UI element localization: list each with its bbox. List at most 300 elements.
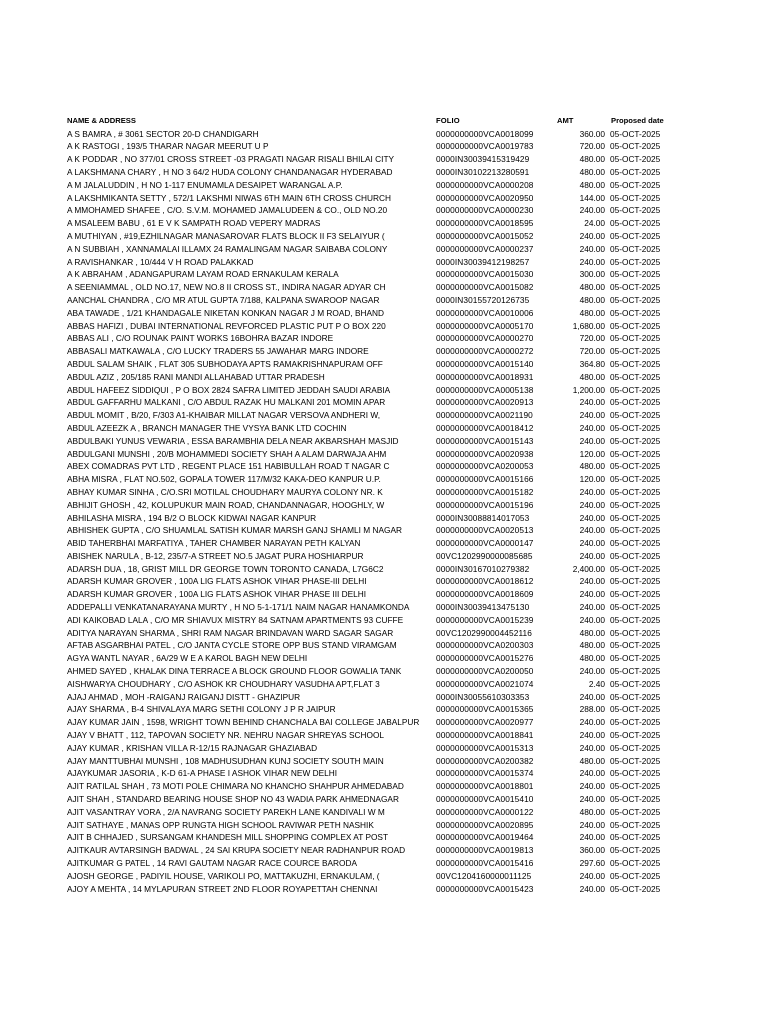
folio-cell: 00VC1202990000085685 [436,550,533,561]
amount-cell: 720.00 [579,346,605,357]
amount-cell: 240.00 [579,486,605,497]
folio-cell: 0000000000VCA0018609 [436,589,534,600]
name-address-cell: ADARSH KUMAR GROVER , 100A LIG FLATS ASHOK VIHAR PHASE-III DELHI [67,576,367,587]
folio-cell: 0000000000VCA0018841 [436,730,534,741]
amount-cell: 480.00 [579,294,605,305]
amount-cell: 480.00 [579,755,605,766]
table-row [67,857,677,870]
folio-cell: 0000000000VCA0015182 [436,486,534,497]
table-row [67,384,677,397]
proposed-date-cell: 05-OCT-2025 [610,845,661,856]
amount-cell: 240.00 [579,243,605,254]
name-address-cell: AFTAB ASGARBHAI PATEL , C/O JANTA CYCLE STORE OPP BUS STAND VIRAMGAM [67,640,397,651]
proposed-date-cell: 05-OCT-2025 [610,794,661,805]
table-row [67,179,677,192]
proposed-date-cell: 05-OCT-2025 [610,320,661,331]
amount-cell: 240.00 [579,768,605,779]
proposed-date-cell: 05-OCT-2025 [610,717,661,728]
folio-cell: 0000000000VCA0015052 [436,230,534,241]
folio-cell: 0000000000VCA0200050 [436,666,534,677]
amount-cell: 240.00 [579,589,605,600]
proposed-date-cell: 05-OCT-2025 [610,256,661,267]
folio-cell: 0000000000VCA0021074 [436,678,534,689]
table-row [67,883,677,896]
amount-cell: 240.00 [579,205,605,216]
name-address-cell: ABISHEK NARULA , B-12, 235/7-A STREET NO.5 JAGAT PURA HOSHIARPUR [67,550,364,561]
amount-cell: 480.00 [579,640,605,651]
proposed-date-cell: 05-OCT-2025 [610,614,661,625]
amount-cell: 240.00 [579,550,605,561]
folio-cell: 0000000000VCA0018612 [436,576,534,587]
amount-cell: 1,200.00 [572,384,605,395]
folio-cell: 0000000000VCA0005138 [436,384,534,395]
proposed-date-cell: 05-OCT-2025 [610,435,661,446]
folio-cell: 0000000000VCA0015374 [436,768,534,779]
name-address-cell: AISHWARYA CHOUDHARY , C/O ASHOK KR CHOUDHARY VASUDHA APT,FLAT 3 [67,678,380,689]
table-row [67,537,677,550]
table-row [67,396,677,409]
folio-cell: 0000IN30088814017053 [436,512,530,523]
table-row [67,665,677,678]
name-address-cell: A MMOHAMED SHAFEE , C/O. S.V.M. MOHAMED JAMALUDEEN & CO., OLD NO.20 [67,205,388,216]
amount-cell: 480.00 [579,154,605,165]
proposed-date-cell: 05-OCT-2025 [610,384,661,395]
name-address-cell: ABBASALI MATKAWALA , C/O LUCKY TRADERS 55 JAWAHAR MARG INDORE [67,346,369,357]
name-address-cell: AJITKAUR AVTARSINGH BADWAL , 24 SAI KRUPA SOCIETY NEAR RADHANPUR ROAD [67,845,406,856]
folio-cell: 0000000000VCA0000208 [436,179,534,190]
name-address-cell: ABDULGANI MUNSHI , 20/B MOHAMMEDI SOCIETY SHAH A ALAM DARWAJA AHM [67,448,387,459]
folio-cell: 0000000000VCA0015423 [436,883,534,894]
name-address-cell: ADDEPALLI VENKATANARAYANA MURTY , H NO 5-1-171/1 NAIM NAGAR HANAMKONDA [67,602,410,613]
proposed-date-cell: 05-OCT-2025 [610,269,661,280]
proposed-date-cell: 05-OCT-2025 [610,448,661,459]
name-address-cell: AJIT RATILAL SHAH , 73 MOTI POLE CHIMARA NO KHANCHO SHAHPUR AHMEDABAD [67,781,404,792]
table-row [67,473,677,486]
name-address-cell: ABDULBAKI YUNUS VEWARIA , ESSA BARAMBHIA DELA NEAR AKBARSHAH MASJID [67,435,399,446]
amount-cell: 240.00 [579,666,605,677]
table-row [67,844,677,857]
table-row [67,140,677,153]
table-row [67,780,677,793]
proposed-date-cell: 05-OCT-2025 [610,832,661,843]
amount-cell: 240.00 [579,422,605,433]
table-row [67,217,677,230]
table-row [67,806,677,819]
folio-cell: 0000000000VCA0015410 [436,794,534,805]
folio-cell: 0000000000VCA0019813 [436,845,534,856]
proposed-date-cell: 05-OCT-2025 [610,294,661,305]
table-row [67,486,677,499]
folio-cell: 0000000000VCA0015276 [436,653,534,664]
amount-cell: 240.00 [579,538,605,549]
name-address-cell: AANCHAL CHANDRA , C/O MR ATUL GUPTA 7/188, KALPANA SWAROOP NAGAR [67,294,380,305]
folio-cell: 0000000000VCA0018595 [436,218,534,229]
folio-cell: 0000000000VCA0000122 [436,806,534,817]
folio-cell: 0000IN30102213280591 [436,166,530,177]
amount-cell: 240.00 [579,576,605,587]
proposed-date-cell: 05-OCT-2025 [610,563,661,574]
table-row [67,742,677,755]
name-address-cell: AJAY V BHATT , 112, TAPOVAN SOCIETY NR. NEHRU NAGAR SHREYAS SCHOOL [67,730,385,741]
folio-cell: 0000000000VCA0015143 [436,435,534,446]
table-row [67,691,677,704]
name-address-cell: ADARSH KUMAR GROVER , 100A LIG FLATS ASHOK VIHAR PHASE III DELHI [67,589,367,600]
amount-cell: 2,400.00 [572,563,605,574]
proposed-date-cell: 05-OCT-2025 [610,678,661,689]
name-address-cell: ABEX COMADRAS PVT LTD , REGENT PLACE 151 HABIBULLAH ROAD T NAGAR C [67,461,390,472]
amount-cell: 480.00 [579,653,605,664]
amount-cell: 480.00 [579,282,605,293]
name-address-cell: AJIT SHAH , STANDARD BEARING HOUSE SHOP NO 43 WADIA PARK AHMEDNAGAR [67,794,399,805]
table-row [67,268,677,281]
folio-cell: 0000000000VCA0005170 [436,320,534,331]
name-address-cell: A S BAMRA , # 3061 SECTOR 20-D CHANDIGARH [67,128,259,139]
amount-cell: 480.00 [579,371,605,382]
name-address-cell: A LAKSHMANA CHARY , H NO 3 64/2 HUDA COLONY CHANDANAGAR HYDERABAD [67,166,393,177]
folio-cell: 0000000000VCA0000147 [436,538,534,549]
table-row [67,409,677,422]
folio-cell: 0000000000VCA0020977 [436,717,534,728]
name-address-cell: AJIT B CHHAJED , SURSANGAM KHANDESH MILL SHOPPING COMPLEX AT POST [67,832,389,843]
proposed-date-cell: 05-OCT-2025 [610,422,661,433]
name-address-cell: A M JALALUDDIN , H NO 1-117 ENUMAMLA DESAIPET WARANGAL A.P. [67,179,343,190]
amount-cell: 288.00 [579,704,605,715]
proposed-date-cell: 05-OCT-2025 [610,205,661,216]
name-address-cell: ABHA MISRA , FLAT NO.502, GOPALA TOWER 117/M/32 KAKA-DEO KANPUR U.P. [67,474,381,485]
amount-cell: 240.00 [579,435,605,446]
table-row [67,448,677,461]
table-row [67,588,677,601]
name-address-cell: ABA TAWADE , 1/21 KHANDAGALE NIKETAN KONKAN NAGAR J M ROAD, BHAND [67,307,385,318]
name-address-cell: ABDUL MOMIT , B/20, F/303 A1-KHAIBAR MILLAT NAGAR VERSOVA ANDHERI W, [67,410,381,421]
proposed-date-cell: 05-OCT-2025 [610,282,661,293]
proposed-date-cell: 05-OCT-2025 [610,218,661,229]
amount-cell: 240.00 [579,717,605,728]
table-row [67,729,677,742]
header-folio: FOLIO [436,116,460,125]
amount-cell: 720.00 [579,333,605,344]
folio-cell: 0000000000VCA0200382 [436,755,534,766]
name-address-cell: AJIT VASANTRAY VORA , 2/A NAVRANG SOCIETY PAREKH LANE KANDIVALI W M [67,806,385,817]
table-row [67,435,677,448]
folio-cell: 0000000000VCA0020513 [436,525,534,536]
name-address-cell: AJAY KUMAR JAIN , 1598, WRIGHT TOWN BEHIND CHANCHALA BAI COLLEGE JABALPUR [67,717,420,728]
table-row [67,460,677,473]
table-row [67,153,677,166]
folio-cell: 0000IN30039412198257 [436,256,530,267]
amount-cell: 360.00 [579,128,605,139]
proposed-date-cell: 05-OCT-2025 [610,691,661,702]
table-row [67,563,677,576]
proposed-date-cell: 05-OCT-2025 [610,538,661,549]
amount-cell: 120.00 [579,448,605,459]
amount-cell: 240.00 [579,870,605,881]
proposed-date-cell: 05-OCT-2025 [610,870,661,881]
proposed-date-cell: 05-OCT-2025 [610,474,661,485]
proposed-date-cell: 05-OCT-2025 [610,243,661,254]
folio-cell: 0000000000VCA0020913 [436,397,534,408]
proposed-date-cell: 05-OCT-2025 [610,819,661,830]
proposed-date-cell: 05-OCT-2025 [610,525,661,536]
table-row [67,703,677,716]
amount-cell: 720.00 [579,141,605,152]
folio-cell: 0000IN30039413475130 [436,602,530,613]
proposed-date-cell: 05-OCT-2025 [610,640,661,651]
proposed-date-cell: 05-OCT-2025 [610,128,661,139]
proposed-date-cell: 05-OCT-2025 [610,179,661,190]
amount-cell: 480.00 [579,179,605,190]
proposed-date-cell: 05-OCT-2025 [610,358,661,369]
proposed-date-cell: 05-OCT-2025 [610,346,661,357]
amount-cell: 240.00 [579,525,605,536]
shareholder-table [67,115,677,895]
name-address-cell: ABBAS ALI , C/O ROUNAK PAINT WORKS 16BOHRA BAZAR INDORE [67,333,334,344]
proposed-date-cell: 05-OCT-2025 [610,486,661,497]
folio-cell: 0000IN30167010279382 [436,563,530,574]
header-amount: AMT [557,116,574,125]
amount-cell: 240.00 [579,832,605,843]
name-address-cell: AHMED SAYED , KHALAK DINA TERRACE A BLOCK GROUND FLOOR GOWALIA TANK [67,666,402,677]
proposed-date-cell: 05-OCT-2025 [610,307,661,318]
table-row [67,243,677,256]
amount-cell: 300.00 [579,269,605,280]
name-address-cell: ADI KAIKOBAD LALA , C/O MR SHIAVUX MISTRY 84 SATNAM APARTMENTS 93 CUFFE [67,614,404,625]
proposed-date-cell: 05-OCT-2025 [610,627,661,638]
table-body [67,128,677,896]
amount-cell: 24.00 [584,218,605,229]
amount-cell: 240.00 [579,781,605,792]
proposed-date-cell: 05-OCT-2025 [610,781,661,792]
amount-cell: 240.00 [579,794,605,805]
folio-cell: 0000000000VCA0000270 [436,333,534,344]
folio-cell: 0000000000VCA0021190 [436,410,533,421]
name-address-cell: AJITKUMAR G PATEL , 14 RAVI GAUTAM NAGAR RACE COURCE BARODA [67,858,357,869]
folio-cell: 0000000000VCA0200303 [436,640,534,651]
proposed-date-cell: 05-OCT-2025 [610,550,661,561]
name-address-cell: ABHILASHA MISRA , 194 B/2 O BLOCK KIDWAI NAGAR KANPUR [67,512,317,523]
folio-cell: 0000000000VCA0015082 [436,282,534,293]
table-row [67,870,677,883]
table-row [67,499,677,512]
folio-cell: 0000000000VCA0015416 [436,858,534,869]
proposed-date-cell: 05-OCT-2025 [610,768,661,779]
name-address-cell: ABDUL SALAM SHAIK , FLAT 305 SUBHODAYA APTS RAMAKRISHNAPURAM OFF [67,358,383,369]
folio-cell: 0000IN30039415319429 [436,154,530,165]
table-row [67,550,677,563]
name-address-cell: ABDUL HAFEEZ SIDDIQUI , P O BOX 2824 SAFRA LIMITED JEDDAH SAUDI ARABIA [67,384,391,395]
folio-cell: 0000000000VCA0200053 [436,461,534,472]
folio-cell: 0000000000VCA0010006 [436,307,534,318]
folio-cell: 0000000000VCA0018412 [436,422,534,433]
table-row [67,793,677,806]
proposed-date-cell: 05-OCT-2025 [610,576,661,587]
folio-cell: 0000000000VCA0015313 [436,742,534,753]
folio-cell: 0000IN30155720126735 [436,294,530,305]
proposed-date-cell: 05-OCT-2025 [610,397,661,408]
amount-cell: 240.00 [579,691,605,702]
name-address-cell: ADARSH DUA , 18, GRIST MILL DR GEORGE TOWN TORONTO CANADA, L7G6C2 [67,563,384,574]
proposed-date-cell: 05-OCT-2025 [610,806,661,817]
folio-cell: 0000000000VCA0015166 [436,474,534,485]
name-address-cell: ABDUL AZIZ , 205/185 RANI MANDI ALLAHABAD UTTAR PRADESH [67,371,325,382]
name-address-cell: AJAY MANTTUBHAI MUNSHI , 108 MADHUSUDHAN KUNJ SOCIETY SOUTH MAIN [67,755,384,766]
amount-cell: 240.00 [579,602,605,613]
proposed-date-cell: 05-OCT-2025 [610,141,661,152]
proposed-date-cell: 05-OCT-2025 [610,858,661,869]
amount-cell: 240.00 [579,256,605,267]
proposed-date-cell: 05-OCT-2025 [610,333,661,344]
table-row [67,678,677,691]
table-row [67,524,677,537]
amount-cell: 240.00 [579,614,605,625]
table-row [67,128,677,141]
amount-cell: 480.00 [579,627,605,638]
folio-cell: 0000000000VCA0018801 [436,781,534,792]
amount-cell: 480.00 [579,806,605,817]
folio-cell: 0000000000VCA0015140 [436,358,534,369]
name-address-cell: AJAY KUMAR , KRISHAN VILLA R-12/15 RAJNAGAR GHAZIABAD [67,742,318,753]
proposed-date-cell: 05-OCT-2025 [610,166,661,177]
table-row [67,831,677,844]
folio-cell: 0000000000VCA0020938 [436,448,534,459]
table-row [67,575,677,588]
name-address-cell: AJAYKUMAR JASORIA , K-D 61-A PHASE I ASHOK VIHAR NEW DELHI [67,768,338,779]
name-address-cell: A MUTHIYAN , #19,EZHILNAGAR MANASAROVAR FLATS BLOCK II F3 SELAIYUR ( [67,230,385,241]
name-address-cell: ABDUL AZEEZK A , BRANCH MANAGER THE VYSYA BANK LTD COCHIN [67,422,347,433]
table-row [67,819,677,832]
proposed-date-cell: 05-OCT-2025 [610,704,661,715]
folio-cell: 0000000000VCA0000272 [436,346,534,357]
proposed-date-cell: 05-OCT-2025 [610,154,661,165]
amount-cell: 240.00 [579,730,605,741]
name-address-cell: A K PODDAR , NO 377/01 CROSS STREET -03 PRAGATI NAGAR RISALI BHILAI CITY [67,154,395,165]
name-address-cell: ABHAY KUMAR SINHA , C/O.SRI MOTILAL CHOUDHARY MAURYA COLONY NR. K [67,486,383,497]
table-row [67,358,677,371]
folio-cell: 0000000000VCA0018931 [436,371,534,382]
proposed-date-cell: 05-OCT-2025 [610,883,661,894]
table-row [67,716,677,729]
name-address-cell: ABID TAHERBHAI MARFATIYA , TAHER CHAMBER NARAYAN PETH KALYAN [67,538,361,549]
name-address-cell: AGYA WANTL NAYAR , 6A/29 W E A KAROL BAGH NEW DELHI [67,653,308,664]
name-address-cell: A MSALEEM BABU , 61 E V K SAMPATH ROAD VEPERY MADRAS [67,218,321,229]
amount-cell: 480.00 [579,307,605,318]
amount-cell: 240.00 [579,397,605,408]
amount-cell: 360.00 [579,845,605,856]
folio-cell: 0000IN30055610303353 [436,691,530,702]
folio-cell: 0000000000VCA0019783 [436,141,534,152]
amount-cell: 364.80 [579,358,605,369]
folio-cell: 0000000000VCA0019464 [436,832,534,843]
folio-cell: 0000000000VCA0015365 [436,704,534,715]
proposed-date-cell: 05-OCT-2025 [610,666,661,677]
header-proposed-date: Proposed date [611,116,664,125]
table-row [67,652,677,665]
name-address-cell: A K ABRAHAM , ADANGAPURAM LAYAM ROAD ERNAKULAM KERALA [67,269,339,280]
amount-cell: 240.00 [579,819,605,830]
table-row [67,639,677,652]
header-name-address: NAME & ADDRESS [67,116,136,125]
table-row [67,422,677,435]
amount-cell: 480.00 [579,166,605,177]
table-row [67,627,677,640]
proposed-date-cell: 05-OCT-2025 [610,755,661,766]
name-address-cell: ABBAS HAFIZI , DUBAI INTERNATIONAL REVFORCED PLASTIC PUT P O BOX 220 [67,320,386,331]
table-header-row [67,115,677,128]
amount-cell: 240.00 [579,512,605,523]
name-address-cell: AJOY A MEHTA , 14 MYLAPURAN STREET 2ND FLOOR ROYAPETTAH CHENNAI [67,883,378,894]
name-address-cell: AJAY SHARMA , B-4 SHIVALAYA MARG SETHI COLONY J P R JAIPUR [67,704,336,715]
table-row [67,230,677,243]
table-row [67,371,677,384]
table-row [67,332,677,345]
name-address-cell: ABHIJIT GHOSH , 42, KOLUPUKUR MAIN ROAD, CHANDANNAGAR, HOOGHLY, W [67,499,385,510]
amount-cell: 120.00 [579,474,605,485]
proposed-date-cell: 05-OCT-2025 [610,192,661,203]
proposed-date-cell: 05-OCT-2025 [610,589,661,600]
amount-cell: 240.00 [579,742,605,753]
proposed-date-cell: 05-OCT-2025 [610,730,661,741]
amount-cell: 297.60 [579,858,605,869]
folio-cell: 0000000000VCA0015239 [436,614,534,625]
folio-cell: 0000000000VCA0020950 [436,192,534,203]
proposed-date-cell: 05-OCT-2025 [610,410,661,421]
table-row [67,345,677,358]
table-row [67,192,677,205]
table-row [67,204,677,217]
folio-cell: 0000000000VCA0000237 [436,243,534,254]
table-row [67,512,677,525]
table-row [67,281,677,294]
folio-cell: 00VC1202990004452116 [436,627,532,638]
proposed-date-cell: 05-OCT-2025 [610,371,661,382]
name-address-cell: A N SUBBIAH , XANNAMALAI ILLAMX 24 RAMALINGAM NAGAR SAIBABA COLONY [67,243,388,254]
amount-cell: 480.00 [579,461,605,472]
folio-cell: 0000000000VCA0020895 [436,819,534,830]
table-row [67,767,677,780]
proposed-date-cell: 05-OCT-2025 [610,230,661,241]
name-address-cell: AJAJ AHMAD , MOH -RAIGANJ RAIGANJ DISTT - GHAZIPUR [67,691,301,702]
folio-cell: 0000000000VCA0018099 [436,128,534,139]
folio-cell: 0000000000VCA0015030 [436,269,534,280]
amount-cell: 144.00 [579,192,605,203]
table-row [67,601,677,614]
table-row [67,166,677,179]
table-row [67,294,677,307]
amount-cell: 240.00 [579,499,605,510]
name-address-cell: ABDUL GAFFARHU MALKANI , C/O ABDUL RAZAK HU MALKANI 201 MOMIN APAR [67,397,386,408]
name-address-cell: ADITYA NARAYAN SHARMA , SHRI RAM NAGAR BRINDAVAN WARD SAGAR SAGAR [67,627,394,638]
name-address-cell: A SEENIAMMAL , OLD NO.17, NEW NO.8 II CROSS ST., INDIRA NAGAR ADYAR CH [67,282,386,293]
proposed-date-cell: 05-OCT-2025 [610,512,661,523]
amount-cell: 240.00 [579,230,605,241]
amount-cell: 1,680.00 [572,320,605,331]
amount-cell: 240.00 [579,410,605,421]
table-row [67,755,677,768]
proposed-date-cell: 05-OCT-2025 [610,653,661,664]
name-address-cell: ABHISHEK GUPTA , C/O SHUAMLAL SATISH KUMAR MARSH GANJ SHAMLI M NAGAR [67,525,403,536]
proposed-date-cell: 05-OCT-2025 [610,461,661,472]
name-address-cell: AJIT SATHAYE , MANAS OPP RUNGTA HIGH SCHOOL RAVIWAR PETH NASHIK [67,819,374,830]
name-address-cell: A K RASTOGI , 193/5 THARAR NAGAR MEERUT U P [67,141,269,152]
table-row [67,614,677,627]
amount-cell: 2.40 [588,678,605,689]
proposed-date-cell: 05-OCT-2025 [610,742,661,753]
name-address-cell: A RAVISHANKAR , 10/444 V H ROAD PALAKKAD [67,256,254,267]
proposed-date-cell: 05-OCT-2025 [610,499,661,510]
name-address-cell: A LAKSHMIKANTA SETTY , 572/1 LAKSHMI NIWAS 6TH MAIN 6TH CROSS CHURCH [67,192,391,203]
table-row [67,307,677,320]
amount-cell: 240.00 [579,883,605,894]
